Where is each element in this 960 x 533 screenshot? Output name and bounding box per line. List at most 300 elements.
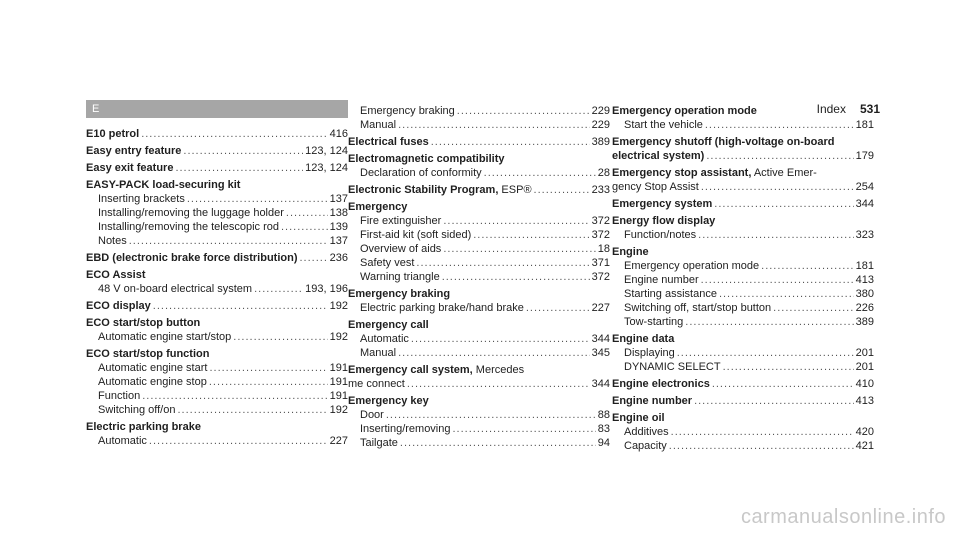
sub-entry-label: Notes [98,235,127,247]
sub-entry-label: Installing/removing the luggage holder [98,207,284,219]
entry-line [348,135,610,149]
entry-line [86,161,348,175]
page-ref[interactable]: 380 [855,288,874,300]
entry-heading [612,245,874,259]
sub-entry-text [360,214,441,228]
entry-heading [348,318,610,332]
index-entry [612,166,874,194]
page-ref[interactable]: 254 [855,181,874,193]
entry-heading [86,420,348,434]
page-ref[interactable]: 389 [855,316,874,328]
entry-title: Electromagnetic compatibility [348,153,505,165]
sub-entry-text [360,270,440,284]
page-ref[interactable]: 192 [329,300,348,312]
entry-title: ECO display [86,300,151,312]
sub-entry-label: 48 V on-board electrical system [98,283,253,295]
leader-dots [281,220,328,234]
entry-line [86,251,348,265]
sub-entry-label: Starting assistance [624,288,717,300]
page-ref[interactable]: 389 [591,136,610,148]
entry-title: ECO Assist [86,269,146,281]
leader-dots [233,330,327,344]
sub-entry-label: Manual [360,119,397,131]
index-entry [86,161,348,175]
page-ref[interactable]: 192 [329,331,348,343]
sub-entry-text [624,346,675,360]
page-ref[interactable]: 28 [597,167,610,179]
sub-entry [348,346,610,360]
sub-entry-label: Displaying [624,347,675,359]
sub-entry [612,360,874,374]
header-title: Index [816,102,846,116]
sub-entry-label: Switching off, start/stop button [624,302,772,314]
entry-line [612,197,874,211]
index-entry [86,144,348,158]
sub-entry [612,273,874,287]
entry-title: Emergency key [348,395,429,407]
page-ref[interactable]: 181 [855,119,874,131]
leader-dots [209,361,327,375]
sub-entry-label: Inserting/removing [360,423,451,435]
index-entry [86,420,348,448]
sub-entry-text [624,259,759,273]
entry-line [612,180,874,194]
sub-entry [348,256,610,270]
leader-dots [761,259,854,273]
sub-entry-text [98,330,231,344]
sub-entry [348,104,610,118]
entry-heading [86,347,348,361]
index-entry [86,268,348,296]
sub-entry [612,287,874,301]
sub-entry-text [624,425,669,439]
sub-entry-label: Automatic [98,435,147,447]
leader-dots [694,394,854,408]
leader-dots [398,118,590,132]
page-ref[interactable]: 227 [591,302,610,314]
page-ref[interactable]: 229 [591,119,610,131]
sub-entry-label: First-aid kit (soft sided) [360,229,472,241]
sub-entry [612,301,874,315]
sub-entry-text [360,228,471,242]
sub-entry-text [360,436,398,450]
page-ref[interactable]: 181 [855,260,874,272]
sub-entry [612,228,874,242]
leader-dots [177,403,327,417]
leader-dots [141,127,327,141]
sub-entry-text [624,287,717,301]
index-entry [348,363,610,391]
index-entry [612,411,874,453]
page-ref[interactable]: 83 [597,423,610,435]
leader-dots [473,228,589,242]
entry-line [86,127,348,141]
index-entry [348,287,610,315]
index-entry [348,183,610,197]
sub-entry-text [624,118,703,132]
sub-entry-text [360,422,451,436]
entry-heading [348,152,610,166]
leader-dots [669,439,854,453]
entry-line [348,377,610,391]
entry-title: ECO start/stop button [86,317,201,329]
sub-entry-text [624,439,667,453]
entry-title: EASY-PACK load-securing kit [86,179,241,191]
sub-entry [612,425,874,439]
entry-line-text [86,144,181,158]
page-ref[interactable]: 88 [597,409,610,421]
page-ref[interactable]: 193, 196 [305,283,348,295]
leader-dots [286,206,328,220]
sub-entry [348,332,610,346]
entry-title: Electrical fuses [348,136,429,148]
entry-line-text [86,299,151,313]
page-ref[interactable]: 18 [597,243,610,255]
entry-title: Emergency call system, [348,364,473,376]
sub-entry [348,422,610,436]
leader-dots [705,118,854,132]
sub-entry [348,436,610,450]
entry-title: Engine data [612,333,675,345]
entry-line-text [86,127,139,141]
sub-entry-text [360,301,524,315]
page-ref[interactable]: 192 [329,404,348,416]
entry-heading [612,135,874,149]
entry-heading [86,178,348,192]
sub-entry [86,206,348,220]
entry-line-text [348,377,405,391]
leader-dots [175,161,303,175]
sub-entry [86,330,348,344]
page-ref[interactable]: 345 [591,347,610,359]
sub-entry [612,259,874,273]
sub-entry-label: Inserting brackets [98,193,185,205]
page-ref[interactable]: 123, 124 [305,145,348,157]
sub-entry-label: Installing/removing the telescopic rod [98,221,279,233]
sub-entry-text [98,206,284,220]
index-entry [612,214,874,242]
leader-dots [484,166,596,180]
page-ref[interactable]: 236 [329,252,348,264]
entry-title: Engine number [612,395,693,407]
entry-title: Emergency system [612,198,713,210]
leader-dots [183,144,303,158]
sub-entry-text [624,315,683,329]
sub-entry-text [624,228,696,242]
sub-entry-text [98,403,175,417]
sub-entry-label: Warning triangle [360,271,440,283]
page-ref[interactable]: 413 [855,274,874,286]
sub-entry-label: Emergency braking [360,105,455,117]
leader-dots [526,301,590,315]
page-ref[interactable]: 191 [329,362,348,374]
page-ref[interactable]: 372 [591,229,610,241]
entry-title: Emergency shutoff (high-voltage on-board [612,136,835,148]
page-ref[interactable]: 372 [591,271,610,283]
sub-entry [86,234,348,248]
page-ref[interactable]: 227 [329,435,348,447]
sub-entry-text [360,408,384,422]
sub-entry-label: Automatic [360,333,409,345]
sub-entry-text [98,220,279,234]
sub-entry [612,439,874,453]
leader-dots [187,192,328,206]
index-entry [86,316,348,344]
leader-dots [442,270,590,284]
index-entry [612,377,874,391]
page-ref[interactable]: 410 [855,378,874,390]
entry-title: Engine electronics [612,378,710,390]
entry-heading [86,316,348,330]
page-ref[interactable]: 191 [329,390,348,402]
entry-line [86,299,348,313]
sub-entry-text [624,360,721,374]
entry-title-cont: gency Stop Assist [612,181,699,193]
page-ref[interactable]: 123, 124 [305,162,348,174]
page-ref[interactable]: 201 [855,347,874,359]
entry-suffix: Mercedes [472,364,525,376]
sub-entry-label: DYNAMIC SELECT [624,361,721,373]
sub-entry [612,315,874,329]
entry-title: Engine oil [612,412,665,424]
leader-dots [411,332,590,346]
page-ref[interactable]: 344 [855,198,874,210]
sub-entry-text [360,118,396,132]
leader-dots [443,242,595,256]
page-ref[interactable]: 323 [855,229,874,241]
sub-entry [86,220,348,234]
leader-dots [457,104,590,118]
entry-title: EBD (electronic brake force distribution) [86,252,298,264]
entry-line [612,394,874,408]
sub-entry-label: Electric parking brake/hand brake [360,302,524,314]
sub-entry [86,192,348,206]
entry-title-cont: electrical system) [612,150,705,162]
entry-heading [612,411,874,425]
entry-title: Energy flow display [612,215,716,227]
entry-heading [612,214,874,228]
index-entry [86,347,348,417]
sub-entry-text [98,361,207,375]
page-ref[interactable]: 191 [329,376,348,388]
index-entry [612,394,874,408]
sub-entry-text [624,273,699,287]
entry-line [86,144,348,158]
page-ref[interactable]: 139 [329,221,348,233]
entry-title: Easy entry feature [86,145,182,157]
page-number: 531 [859,102,880,116]
entry-heading [348,200,610,214]
index-entry [348,394,610,450]
sub-entry [348,166,610,180]
sub-entry [348,301,610,315]
entry-title: Emergency operation mode [612,105,757,117]
entry-title: Electric parking brake [86,421,201,433]
index-entry [86,251,348,265]
leader-dots [299,251,327,265]
sub-entry-label: Declaration of conformity [360,167,482,179]
leader-dots [149,434,328,448]
leader-dots [129,234,328,248]
sub-entry [612,118,874,132]
index-entry [348,152,610,180]
page-ref[interactable]: 416 [329,128,348,140]
sub-entry-label: Switching off/on [98,404,176,416]
sub-entry-label: Manual [360,347,397,359]
sub-entry-label: Automatic engine start/stop [98,331,232,343]
leader-dots [453,422,596,436]
leader-dots [719,287,854,301]
leader-dots [701,273,854,287]
sub-entry-label: Additives [624,426,669,438]
index-entry [348,104,610,132]
sub-entry [348,118,610,132]
leader-dots [407,377,590,391]
entry-title: Electronic Stability Program, [348,184,499,196]
sub-entry-label: Function [98,390,141,402]
entry-heading [612,332,874,346]
index-column-3 [612,104,874,456]
sub-entry-label: Tailgate [360,437,398,449]
page-ref[interactable]: 413 [855,395,874,407]
sub-entry-text [98,434,147,448]
index-entry [612,332,874,374]
sub-entry [348,270,610,284]
sub-entry-text [360,346,396,360]
page-ref[interactable]: 137 [329,193,348,205]
sub-entry-label: Capacity [624,440,667,452]
sub-entry [348,242,610,256]
sub-entry-label: Start the vehicle [624,119,703,131]
page-ref[interactable]: 344 [591,333,610,345]
leader-dots [400,436,596,450]
sub-entry [612,346,874,360]
entry-line-text [348,183,532,197]
leader-dots [534,183,590,197]
page-ref[interactable]: 179 [855,150,874,162]
page-ref[interactable]: 229 [591,105,610,117]
sub-entry-label: Automatic engine stop [98,376,207,388]
sub-entry-label: Engine number [624,274,699,286]
sub-entry [348,408,610,422]
sub-entry-label: Function/notes [624,229,697,241]
index-entry [612,245,874,329]
entry-suffix: Active Emer- [751,167,817,179]
section-letter-bar: E [86,100,348,118]
sub-entry [86,389,348,403]
entry-line-text [86,161,173,175]
page-ref[interactable]: 420 [855,426,874,438]
entry-line-text [612,394,692,408]
sub-entry-text [98,234,127,248]
sub-entry [86,403,348,417]
entry-title: Engine [612,246,649,258]
index-entry [612,197,874,211]
leader-dots [153,299,328,313]
page-ref[interactable]: 371 [591,257,610,269]
entry-suffix: ESP® [498,184,532,196]
page-ref[interactable]: 94 [597,437,610,449]
entry-title: ECO start/stop function [86,348,210,360]
index-entry [348,135,610,149]
entry-heading [86,268,348,282]
sub-entry [86,282,348,296]
entry-heading [612,104,874,118]
page-ref[interactable]: 226 [855,302,874,314]
entry-line [348,183,610,197]
entry-line-text [612,180,699,194]
page-ref[interactable]: 421 [855,440,874,452]
leader-dots [698,228,853,242]
entry-line-text [612,377,710,391]
entry-line-text [612,197,712,211]
page-ref[interactable]: 137 [329,235,348,247]
leader-dots [386,408,596,422]
sub-entry-label: Emergency operation mode [624,260,760,272]
index-entry [348,318,610,360]
entry-heading [348,287,610,301]
entry-heading [612,166,874,180]
sub-entry [86,434,348,448]
page-ref[interactable]: 344 [591,378,610,390]
sub-entry-text [98,282,252,296]
sub-entry-text [360,256,414,270]
sub-entry-text [98,389,140,403]
index-column-1 [86,100,348,451]
sub-entry-label: Tow-starting [624,316,684,328]
index-entry [86,127,348,141]
sub-entry-text [98,375,207,389]
leader-dots [443,214,589,228]
leader-dots [416,256,589,270]
sub-entry-text [360,332,409,346]
index-entry [612,104,874,132]
leader-dots [706,149,853,163]
sub-entry-label: Overview of aids [360,243,442,255]
leader-dots [431,135,590,149]
leader-dots [254,282,303,296]
entry-line-text [612,149,704,163]
page-ref[interactable]: 138 [329,207,348,219]
sub-entry [86,361,348,375]
sub-entry-label: Automatic engine start [98,362,208,374]
leader-dots [671,425,854,439]
sub-entry-text [624,301,771,315]
page-ref[interactable]: 372 [591,215,610,227]
entry-title: Emergency stop assistant, [612,167,752,179]
sub-entry [86,375,348,389]
sub-entry-text [360,104,455,118]
entry-line [612,149,874,163]
leader-dots [398,346,590,360]
leader-dots [773,301,853,315]
page-ref[interactable]: 201 [855,361,874,373]
entry-heading [348,363,610,377]
page-ref[interactable]: 233 [591,184,610,196]
entry-title: E10 petrol [86,128,140,140]
entry-heading [348,394,610,408]
entry-title-cont: me connect [348,378,405,390]
sub-entry [348,214,610,228]
entry-title: Easy exit feature [86,162,174,174]
index-entry [86,299,348,313]
sub-entry-label: Door [360,409,384,421]
leader-dots [142,389,327,403]
index-column-2 [348,104,610,453]
leader-dots [209,375,328,389]
leader-dots [685,315,853,329]
leader-dots [723,360,854,374]
